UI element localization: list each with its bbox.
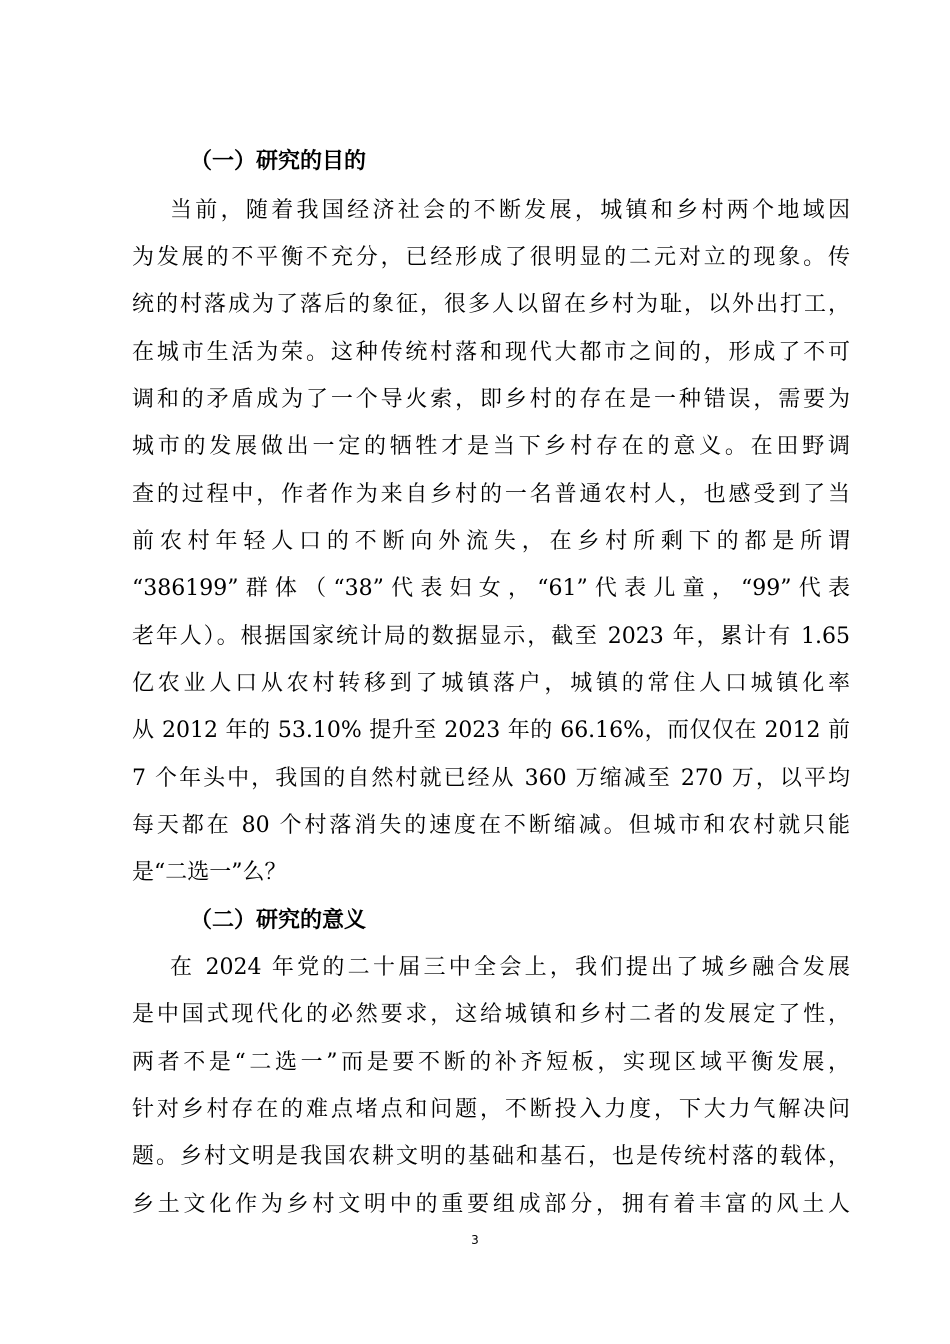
- paragraph-line: 老年人）。根据国家统计局的数据显示，截至 2023 年，累计有 1.65: [132, 624, 850, 649]
- paragraph-line: 前农村年轻人口的不断向外流失，在乡村所剩下的都是所谓: [132, 529, 850, 554]
- paragraph-line: 是中国式现代化的必然要求，这给城镇和乡村二者的发展定了性，: [132, 1002, 850, 1027]
- paragraph-line: 调和的矛盾成为了一个导火索，即乡村的存在是一种错误，需要为: [132, 387, 850, 412]
- paragraph-line: 城市的发展做出一定的牺牲才是当下乡村存在的意义。在田野调: [132, 434, 850, 459]
- section-heading-purpose: （一）研究的目的: [190, 149, 367, 174]
- paragraph-line: 针对乡村存在的难点堵点和问题，不断投入力度，下大力气解决问: [132, 1097, 850, 1122]
- paragraph-line: 从 2012 年的 53.10% 提升至 2023 年的 66.16%，而仅仅在 2012 前: [132, 718, 850, 743]
- paragraph-line: 为发展的不平衡不充分，已经形成了很明显的二元对立的现象。传: [132, 245, 850, 270]
- paragraph-line: “386199”群体（“38”代表妇女，“61”代表儿童，“99”代表: [132, 576, 850, 601]
- paragraph-line: 乡土文化作为乡村文明中的重要组成部分，拥有着丰富的风土人: [132, 1192, 850, 1217]
- paragraph-line: 7 个年头中，我国的自然村就已经从 360 万缩减至 270 万，以平均: [132, 766, 850, 791]
- paragraph-line: 查的过程中，作者作为来自乡村的一名普通农村人，也感受到了当: [132, 482, 850, 507]
- paragraph-line: 在 2024 年党的二十届三中全会上，我们提出了城乡融合发展: [170, 955, 850, 980]
- paragraph-line: 题。乡村文明是我国农耕文明的基础和基石，也是传统村落的载体，: [132, 1144, 850, 1169]
- paragraph-line: 统的村落成为了落后的象征，很多人以留在乡村为耻，以外出打工，: [132, 292, 850, 317]
- paragraph-line: 每天都在 80 个村落消失的速度在不断缩减。但城市和农村就只能: [132, 813, 850, 838]
- paragraph-line: 亿农业人口从农村转移到了城镇落户，城镇的常住人口城镇化率: [132, 671, 850, 696]
- paragraph-line: 当前，随着我国经济社会的不断发展，城镇和乡村两个地域因: [170, 198, 850, 223]
- paragraph-line: 是“二选一”么？: [132, 860, 287, 885]
- paragraph-line: 在城市生活为荣。这种传统村落和现代大都市之间的，形成了不可: [132, 340, 850, 365]
- page-number: 3: [471, 1233, 479, 1247]
- section-heading-significance: （二）研究的意义: [190, 908, 367, 933]
- paragraph-line: 两者不是“二选一”而是要不断的补齐短板，实现区域平衡发展，: [132, 1050, 850, 1075]
